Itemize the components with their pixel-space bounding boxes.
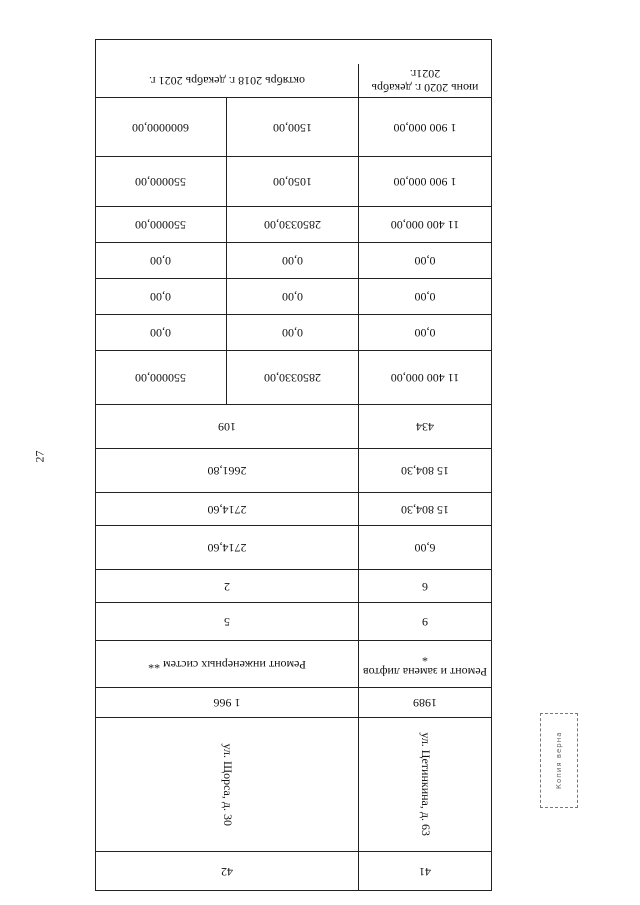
cell-42-b-row-fund: [95, 207, 227, 242]
table-row-row-dates: [96, 64, 491, 98]
cell-41-row-entrances: [359, 570, 491, 602]
stamp-text: Копия верна: [555, 731, 563, 790]
cell-text: 0,00: [414, 254, 436, 269]
cell-text: 9: [422, 615, 428, 630]
table-row-row-area3: [96, 449, 491, 493]
cell-text: 1989: [413, 696, 437, 711]
cell-text: 0,00: [150, 326, 171, 341]
cell-text: 2714,60: [207, 502, 247, 517]
cell-41-row-year: [359, 688, 491, 717]
cell-41-row-residents: [359, 405, 491, 448]
cell-41-row-fund: [359, 207, 491, 242]
cell-text: ул. Щорса, д. 30: [220, 743, 235, 826]
cell-42-a-row-zero2: [227, 279, 359, 314]
cell-42-b-row-cost2: [95, 98, 227, 156]
cell-text: июнь 2020 г. декабрь 2021г.: [371, 67, 479, 96]
cell-text: Ремонт инженерных систем **: [148, 657, 306, 672]
cell-text: 0,00: [282, 326, 303, 341]
cell-text: 6,00: [414, 541, 436, 556]
cell-41-row-work: [359, 641, 491, 687]
cell-41-row-num: [359, 852, 491, 890]
cell-41-row-dates: [359, 64, 491, 97]
table-row-row-fund: [96, 207, 491, 243]
cell-text: 41: [419, 864, 431, 879]
cell-text: 434: [416, 420, 434, 435]
cell-text: 15 804,30: [401, 502, 449, 517]
cell-text: 15 804,30: [401, 464, 449, 479]
cell-42-row-entrances: [96, 570, 359, 602]
data-table: [95, 39, 492, 891]
cell-42-row-year: [96, 688, 359, 717]
cell-text: 0,00: [414, 326, 436, 341]
cell-42-b-row-total: [95, 351, 227, 404]
cell-42-b-row-zero3: [95, 243, 227, 278]
table-row-row-entrances: [96, 570, 491, 603]
cell-text: 0,00: [414, 290, 436, 305]
cell-text: 1 900 000,00: [393, 175, 457, 190]
table-row-row-total: [96, 351, 491, 405]
cell-42-row-work: [96, 641, 359, 687]
cell-41-row-zero3: [359, 243, 491, 278]
cell-42-a-row-zero1: [227, 315, 359, 350]
cell-text: 550000,00: [135, 218, 186, 233]
cell-text: 550000,00: [135, 371, 186, 386]
cell-42-b-row-zero1: [95, 315, 227, 350]
table-row-row-zero2: [96, 279, 491, 315]
cell-42-a-row-cost1: [227, 157, 359, 206]
cell-text: 42: [221, 864, 233, 879]
cell-text: 1 900 000,00: [393, 120, 457, 135]
cell-text: 2850330,00: [264, 371, 321, 386]
cell-text: 11 400 000,00: [390, 371, 460, 386]
cell-42-a-row-zero3: [227, 243, 359, 278]
cell-41-row-area3: [359, 449, 491, 492]
certification-stamp: [540, 713, 578, 808]
cell-42-a-row-total: [227, 351, 359, 404]
cell-42-row-area1: [96, 526, 359, 569]
cell-text: 550000,00: [135, 175, 186, 190]
table-row-row-area2: [96, 493, 491, 526]
cell-42-row-floors: [96, 603, 359, 640]
cell-text: 1500,00: [273, 120, 312, 135]
table-row-row-zero3: [96, 243, 491, 279]
cell-text: Ремонт и замена лифтов *: [362, 651, 488, 679]
cell-text: 2714,60: [207, 541, 247, 556]
cell-text: 5: [224, 615, 230, 630]
cell-41-row-total: [359, 351, 491, 404]
cell-41-row-area2: [359, 493, 491, 525]
cell-text: октябрь 2018 г. декабрь 2021 г.: [149, 74, 305, 89]
cell-text: 2661,80: [207, 464, 247, 479]
cell-42-a-row-cost2: [227, 98, 359, 156]
cell-41-row-zero1: [359, 315, 491, 350]
cell-text: 11 400 000,00: [390, 218, 460, 233]
table-row-row-address: [96, 718, 491, 852]
cell-42-row-area2: [96, 493, 359, 525]
cell-42-row-num: [96, 852, 359, 890]
cell-text: 0,00: [150, 254, 171, 269]
cell-41-row-cost1: [359, 157, 491, 206]
cell-42-row-dates: [96, 64, 359, 97]
cell-text: 0,00: [150, 290, 171, 305]
table-row-row-area1: [96, 526, 491, 570]
table-row-row-cost1: [96, 157, 491, 207]
cell-42-row-address: [96, 718, 359, 851]
table-row-row-year: [96, 688, 491, 718]
page-number: 27: [32, 450, 47, 463]
table-row-row-cost2: [96, 98, 491, 157]
cell-text: 2850330,00: [264, 218, 321, 233]
cell-41-row-cost2: [359, 98, 491, 156]
cell-42-b-row-cost1: [95, 157, 227, 206]
cell-41-row-zero2: [359, 279, 491, 314]
table-row-row-zero1: [96, 315, 491, 351]
cell-text: 1050,00: [273, 175, 312, 190]
table-row-row-floors: [96, 603, 491, 641]
cell-42-row-residents: [96, 405, 359, 448]
cell-42-row-area3: [96, 449, 359, 492]
cell-41-row-area1: [359, 526, 491, 569]
table-row-row-num: [96, 852, 491, 890]
cell-text: 1 966: [213, 696, 241, 711]
cell-42-a-row-fund: [227, 207, 359, 242]
cell-text: 109: [218, 420, 236, 435]
cell-text: ул. Цетинкина, д. 63: [418, 732, 433, 837]
cell-41-row-floors: [359, 603, 491, 640]
cell-text: 0,00: [282, 254, 303, 269]
cell-41-row-address: [359, 718, 491, 851]
table-row-row-work: [96, 641, 491, 688]
cell-42-b-row-zero2: [95, 279, 227, 314]
cell-text: 2: [224, 579, 230, 594]
cell-text: 6: [422, 579, 428, 594]
cell-text: 6000000,00: [132, 120, 189, 135]
table-row-row-residents: [96, 405, 491, 449]
cell-text: 0,00: [282, 290, 303, 305]
